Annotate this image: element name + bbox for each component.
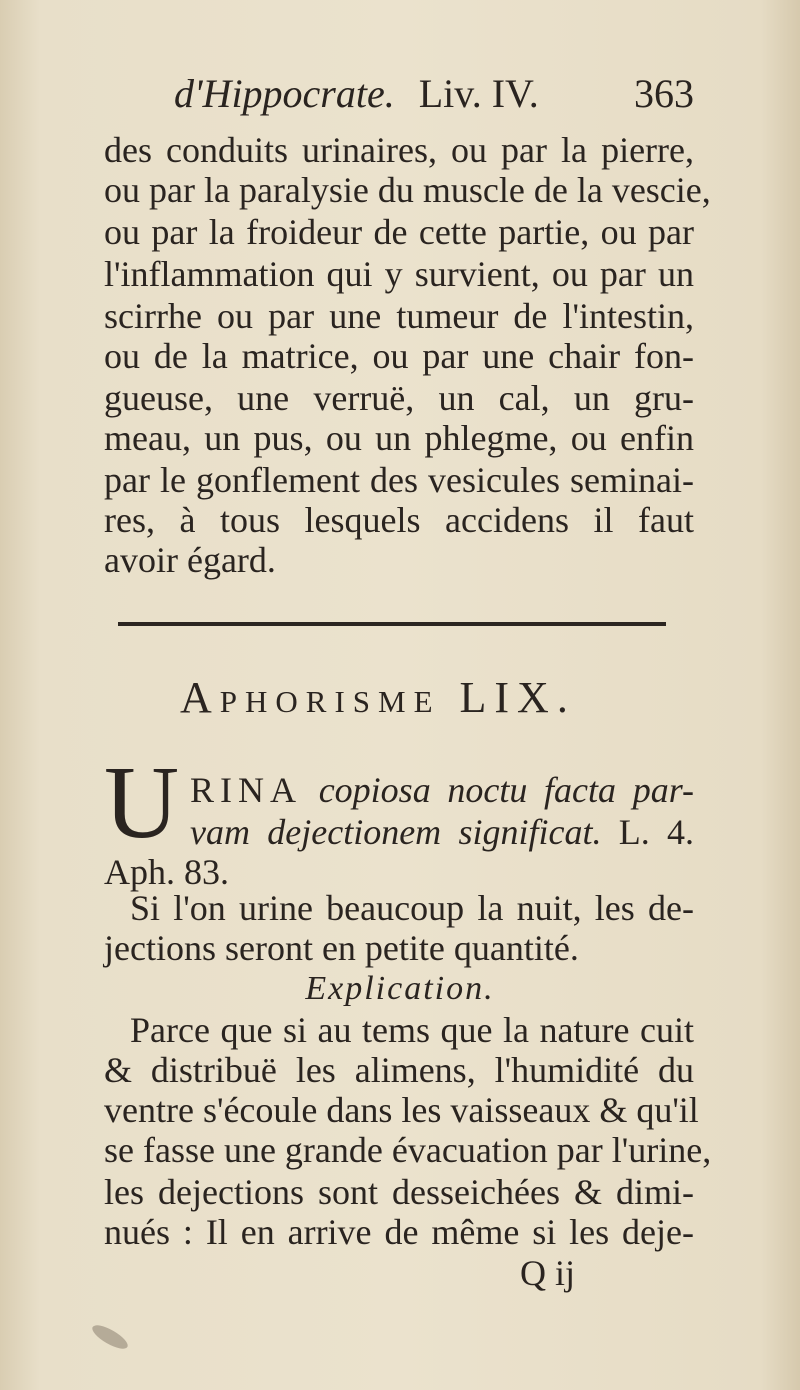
explication-line: nués : Il en arrive de même si les deje- [104,1212,694,1252]
running-title: d'Hippocrate. [174,71,395,116]
book-number: Liv. IV. [418,71,539,116]
text-line: des conduits urinaires, ou par la pierre, [104,130,694,170]
text-line: ou de la matrice, ou par une chair fon- [104,336,694,376]
latin-line-1 [190,770,694,810]
latin-reference: L. 4. [618,812,694,852]
explication-line: ventre s'écoule dans les vaisseaux & qu'il [104,1090,699,1130]
latin-italic-2: vam dejectionem significat. [190,812,602,852]
explication-line: les dejections sont desseichées & dimi- [104,1172,694,1212]
explication-line: & distribuë les alimens, l'humidité du [104,1050,694,1090]
text-line: par le gonflement des vesicules seminai- [104,460,694,500]
drop-cap: U [104,745,180,860]
explication-line: Parce que si au tems que la nature cuit [130,1010,694,1050]
text-line: l'inflammation qui y survient, ou par un [104,254,694,294]
text-line: res, à tous lesquels accidens il faut [104,500,694,540]
text-line: gueuse, une verruë, un cal, un gru- [104,378,694,418]
text-line: avoir égard. [104,540,276,580]
french-line: jections seront en petite quantité. [104,928,579,968]
signature-mark: Q ij [520,1253,576,1293]
latin-line-2 [190,812,694,852]
text-line: meau, un pus, ou un phlegme, ou enfin [104,418,694,458]
running-header [174,70,694,118]
text-line: ou par la paralysie du muscle de la vescie, [104,170,711,210]
folio-number: 363 [634,71,694,116]
explication-heading: Explication. [305,970,495,1007]
latin-caps: RINA [190,770,302,810]
latin-italic-1: copiosa noctu facta par- [318,770,695,810]
french-line: Si l'on urine beaucoup la nuit, les de- [130,888,694,928]
aphorism-title: Aphorisme LIX. [180,673,576,722]
text-line: ou par la froideur de cette partie, ou par [104,212,694,252]
explication-line: se fasse une grande évacuation par l'urine, [104,1130,712,1170]
aphorism-reference: Aph. 83. [104,852,229,892]
text-line: scirrhe ou par une tumeur de l'intestin, [104,296,694,336]
section-divider [118,622,666,626]
ink-smudge [89,1321,131,1353]
